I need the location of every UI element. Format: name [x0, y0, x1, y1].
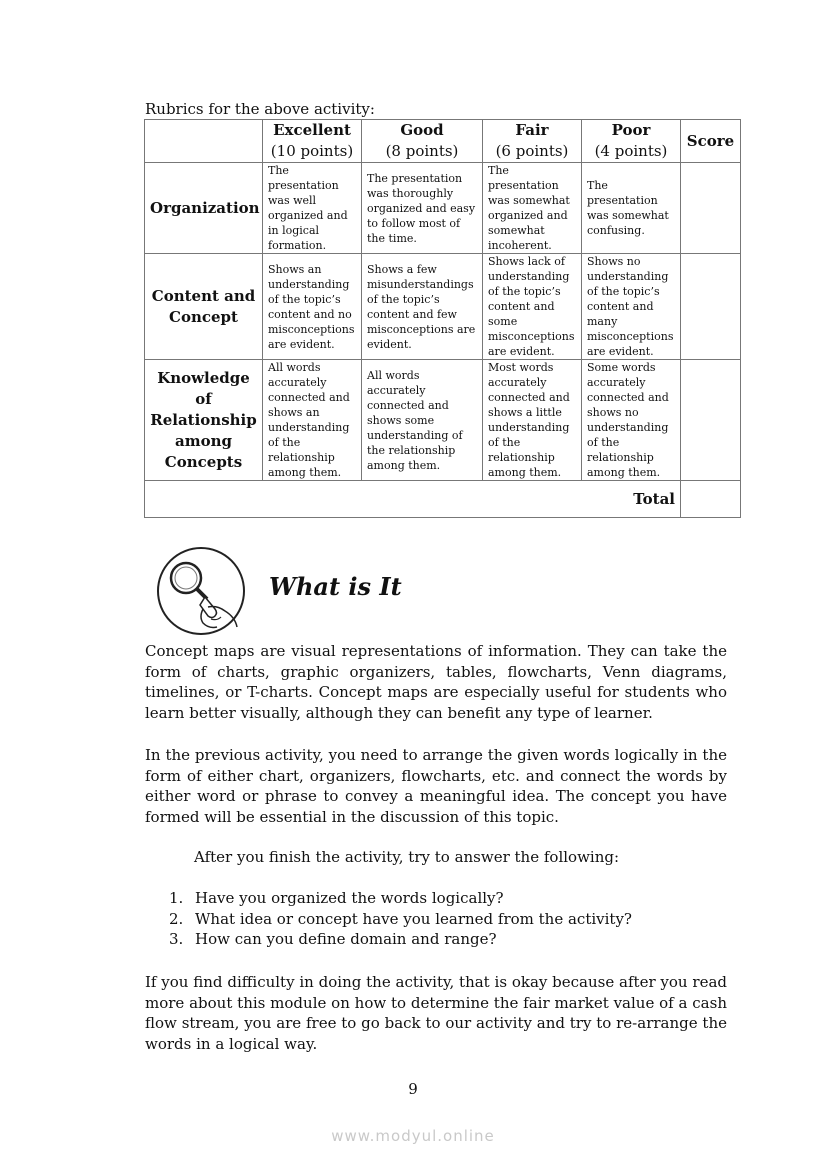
question-item: 2. What idea or concept have you learned from the activity?	[169, 909, 632, 928]
score-cell-knowledge[interactable]	[681, 360, 741, 481]
cell-knowledge-poor: Some words accurately connected and shows no understanding of the relationship among them.	[582, 360, 681, 481]
header-poor: Poor (4 points)	[582, 120, 681, 163]
cell-organization-poor: The presentation was somewhat confusing.	[582, 163, 681, 254]
rubric-caption: Rubrics for the above activity:	[145, 100, 375, 118]
header-score: Score	[681, 120, 741, 163]
rubric-total-row	[145, 481, 741, 518]
header-good: Good (8 points)	[362, 120, 483, 163]
instruction-text: After you finish the activity, try to answer the following:	[194, 848, 620, 866]
rubric-corner-cell	[145, 120, 263, 163]
paragraph-concept-maps: Concept maps are visual representations of information. They can take the form of charts, graphic organizers, tables, flowcharts, Venn diagrams, timelines, or T-charts. Concept maps are especially useful for students who learn better visually, although they can benefit any type of learner.	[145, 642, 727, 723]
question-item: 1. Have you organized the words logically?	[169, 889, 504, 907]
score-cell-organization[interactable]	[681, 163, 741, 254]
watermark: www.modyul.online	[331, 1127, 495, 1145]
question-list	[145, 888, 632, 950]
paragraph-closing: If you find difficulty in doing the activity, that is okay because after you read more about this module on how to determine the fair market value of a cash flow stream, you are free to go back to our activity and try to re-arrange the words in a logical way.	[145, 973, 727, 1054]
cell-content-fair: Shows lack of understanding of the topic’s content and some misconceptions are evident.	[483, 254, 582, 360]
total-label: Total	[145, 481, 681, 518]
total-score-cell[interactable]	[681, 481, 741, 518]
rubric-table	[144, 119, 741, 518]
score-cell-content[interactable]	[681, 254, 741, 360]
header-excellent: Excellent (10 points)	[263, 120, 362, 163]
cell-organization-excellent: The presentation was well organized and in logical formation.	[263, 163, 362, 254]
page-number: 9	[408, 1080, 418, 1098]
paragraph-previous-activity: In the previous activity, you need to arrange the given words logically in the form of either chart, organizers, flowcharts, etc. and connect the words by either word or phrase to convey a meaningful idea. The concept you have formed will be essential in the discussion of this topic.	[145, 746, 727, 827]
cell-knowledge-fair: Most words accurately connected and shows a little understanding of the relationship among them.	[483, 360, 582, 481]
criterion-content-concept: Content and Concept	[145, 254, 263, 360]
cell-organization-good: The presentation was thoroughly organized and easy to follow most of the time.	[362, 163, 483, 254]
section-title: What is It	[269, 572, 402, 601]
criterion-knowledge: Knowledge of Relationship among Concepts	[145, 360, 263, 481]
question-item: 3. How can you define domain and range?	[169, 930, 497, 949]
cell-content-poor: Shows no understanding of the topic’s content and many misconceptions are evident.	[582, 254, 681, 360]
rubric-header-row	[145, 120, 741, 163]
rubric-row-organization	[145, 163, 741, 254]
magnifying-glass-icon	[155, 547, 249, 637]
cell-knowledge-good: All words accurately connected and shows some understanding of the relationship among them.	[362, 360, 483, 481]
cell-knowledge-excellent: All words accurately connected and shows an understanding of the relationship among them.	[263, 360, 362, 481]
rubric-row-content	[145, 254, 741, 360]
section-header	[155, 547, 249, 637]
criterion-organization: Organization	[145, 163, 263, 254]
cell-content-good: Shows a few misunderstandings of the topic’s content and few misconceptions are evident.	[362, 254, 483, 360]
cell-organization-fair: The presentation was somewhat organized and somewhat incoherent.	[483, 163, 582, 254]
rubric-row-knowledge	[145, 360, 741, 481]
header-fair: Fair (6 points)	[483, 120, 582, 163]
cell-content-excellent: Shows an understanding of the topic’s content and no misconceptions are evident.	[263, 254, 362, 360]
